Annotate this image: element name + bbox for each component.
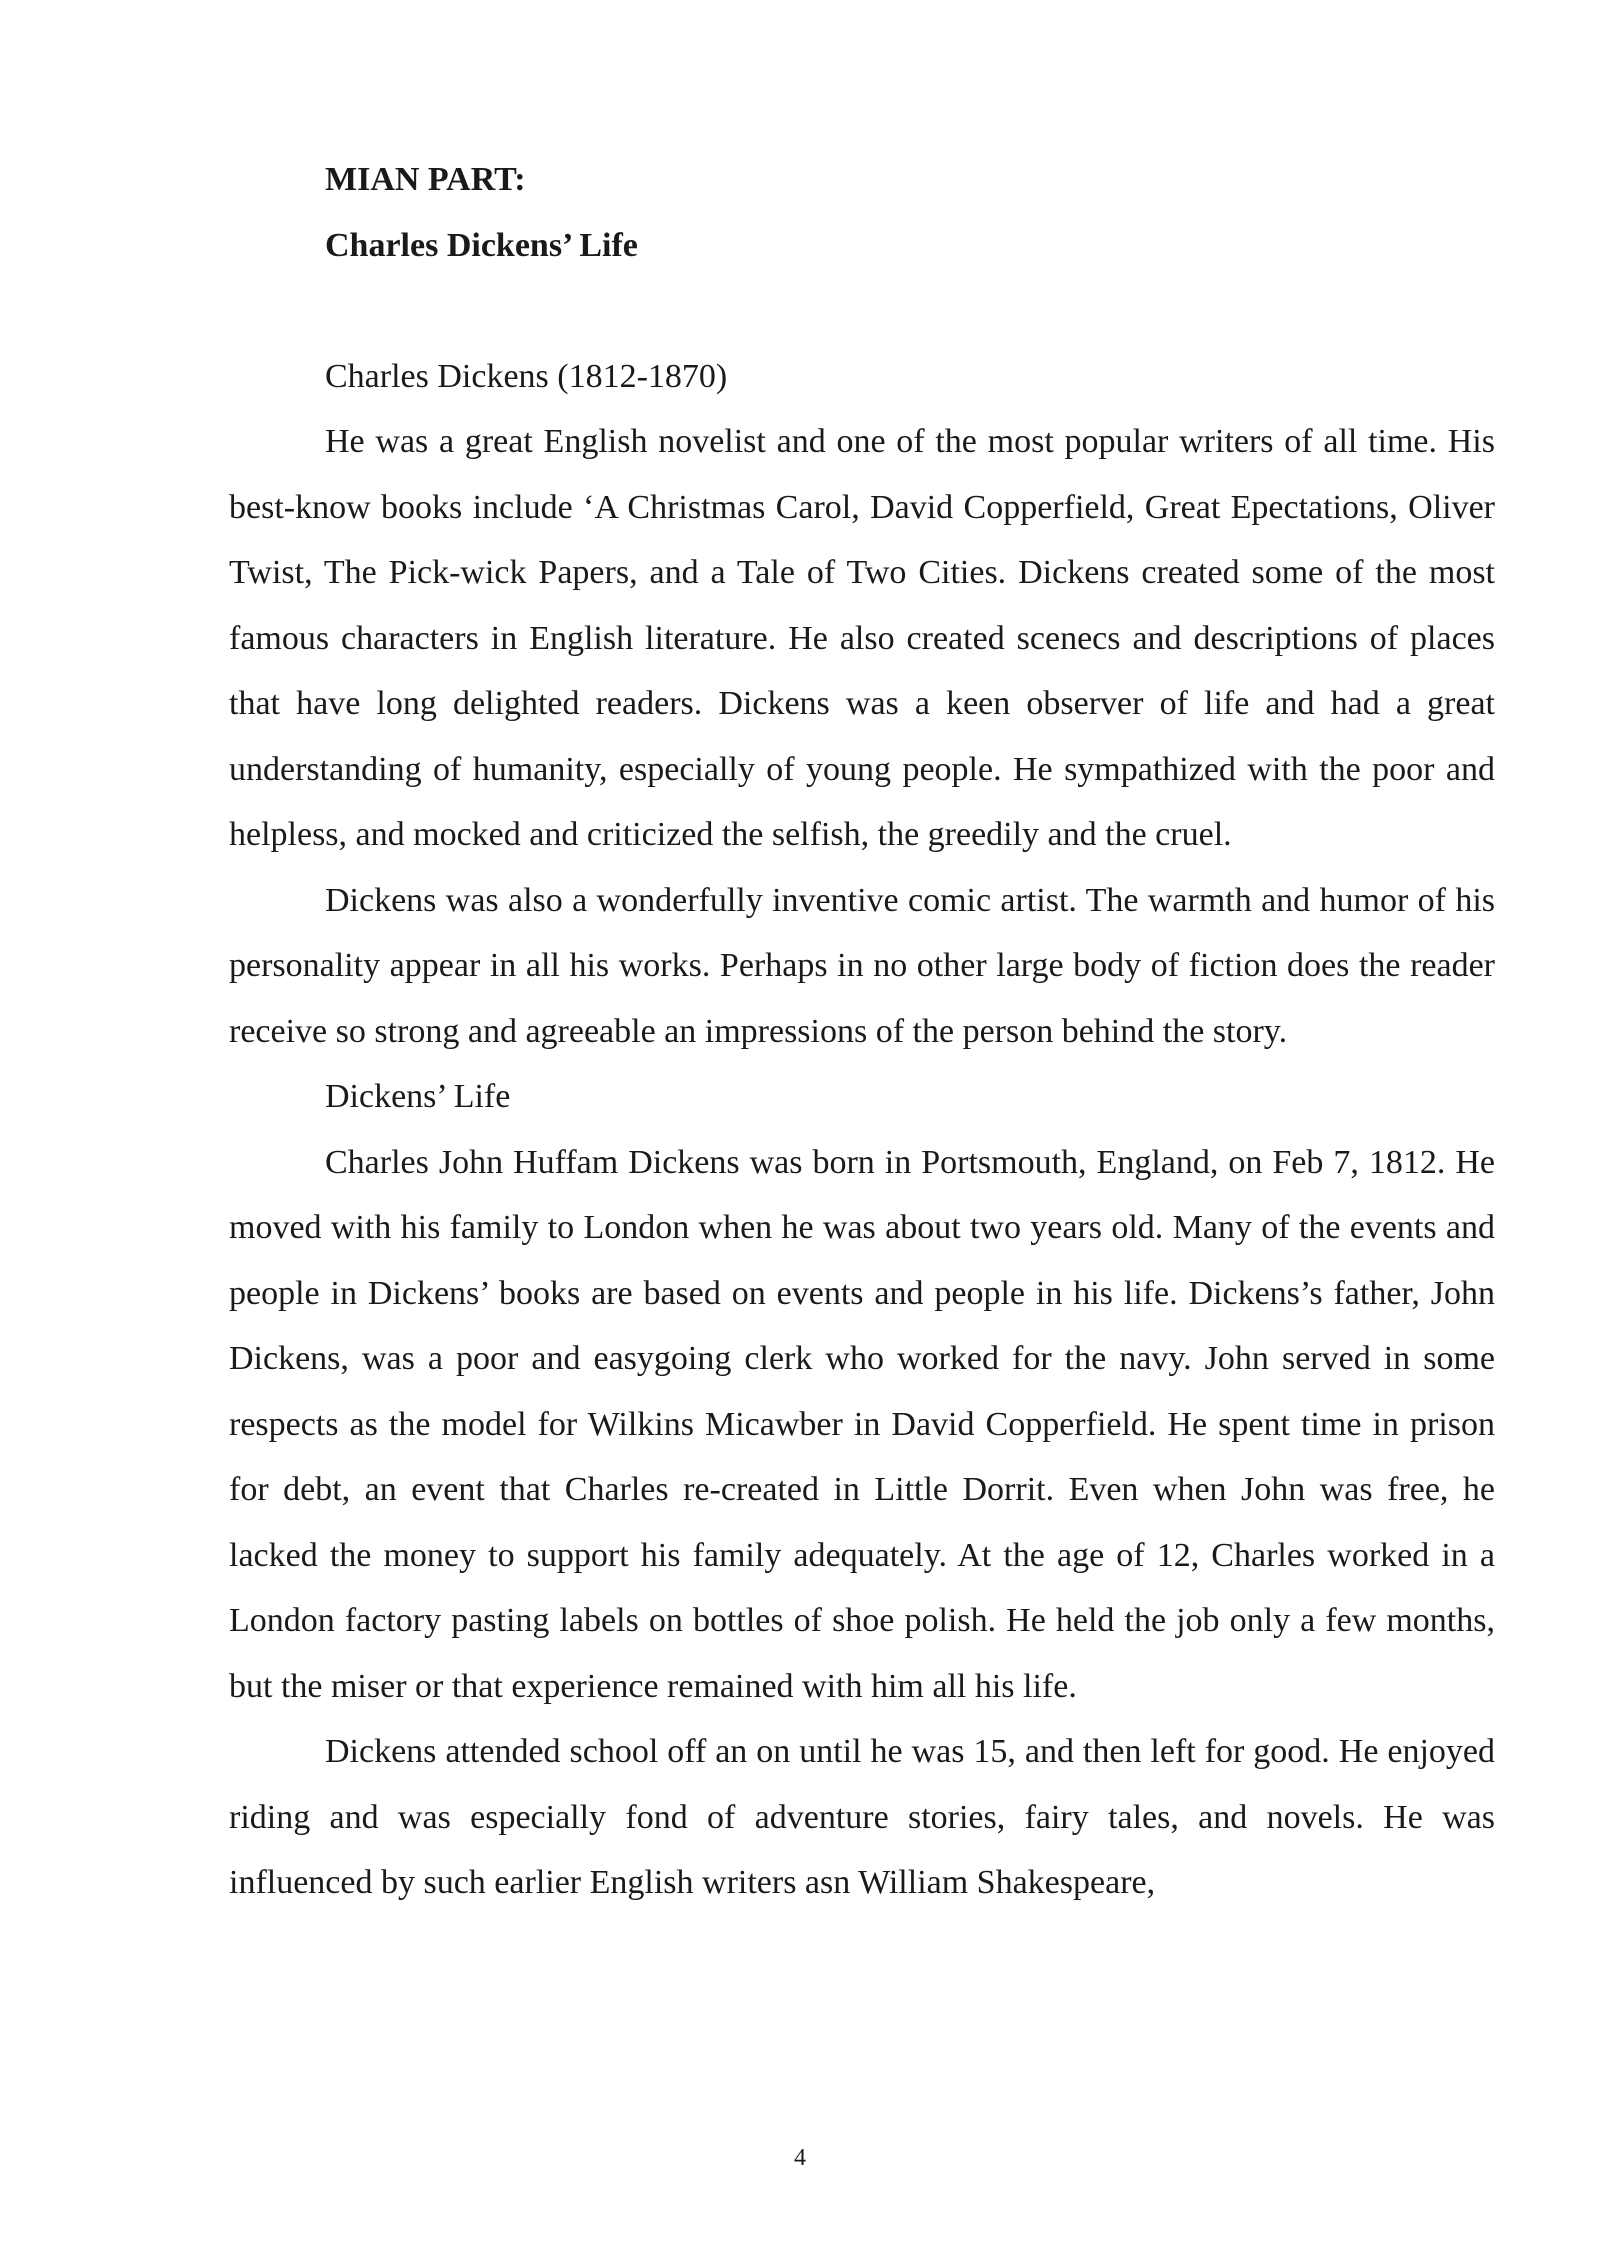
paragraph-life-2: Dickens attended school off an on until he was 15, and then left for good. He enjoyed riding and was especially fond of adventure stories, fairy tales, and novels. He was influenced by such earlier English writers asn William Shakespeare,: [229, 1733, 1495, 1901]
name-dates-line: Charles Dickens (1812-1870): [325, 357, 728, 395]
body-text: [229, 147, 1495, 1916]
paragraph-intro-1: He was a great English novelist and one of the most popular writers of all time. His best-know books include ‘A Christmas Carol, David Copperfield, Great Epectations, Oliver Twist, The Pick-wick Papers, and a Tale of Two Cities. Dickens created some of the most famous characters in English literature. He also created scenecs and descriptions of places that have long delighted readers. Dickens was a keen observer of life and had a great understanding of humanity, especially of young people. He sympathized with the poor and helpless, and mocked and criticized the selfish, the greedily and the cruel.: [229, 423, 1495, 853]
sub-heading: Charles Dickens’ Life: [325, 226, 638, 264]
page-number: 4: [794, 2145, 806, 2171]
blank-line: [229, 278, 1495, 344]
main-heading: MIAN PART:: [325, 161, 526, 198]
paragraph-intro-2: Dickens was also a wonderfully inventive comic artist. The warmth and humor of his personality appear in all his works. Perhaps in no other large body of fiction does the reader receive so strong and agreeable an impressions of the person behind the story.: [229, 881, 1495, 1050]
paragraph-life-1: Charles John Huffam Dickens was born in Portsmouth, England, on Feb 7, 1812. He moved with his family to London when he was about two years old. Many of the events and people in Dickens’ books are based on events and people in his life. Dickens’s father, John Dickens, was a poor and easygoing clerk who worked for the navy. John served in some respects as the model for Wilkins Micawber in David Copperfield. He spent time in prison for debt, an event that Charles re-created in Little Dorrit. Even when John was free, he lacked the money to support his family adequately. At the age of 12, Charles worked in a London factory pasting labels on bottles of shoe polish. He held the job only a few months, but the miser or that experience remained with him all his life.: [229, 1143, 1495, 1705]
section-label: Dickens’ Life: [325, 1078, 511, 1115]
